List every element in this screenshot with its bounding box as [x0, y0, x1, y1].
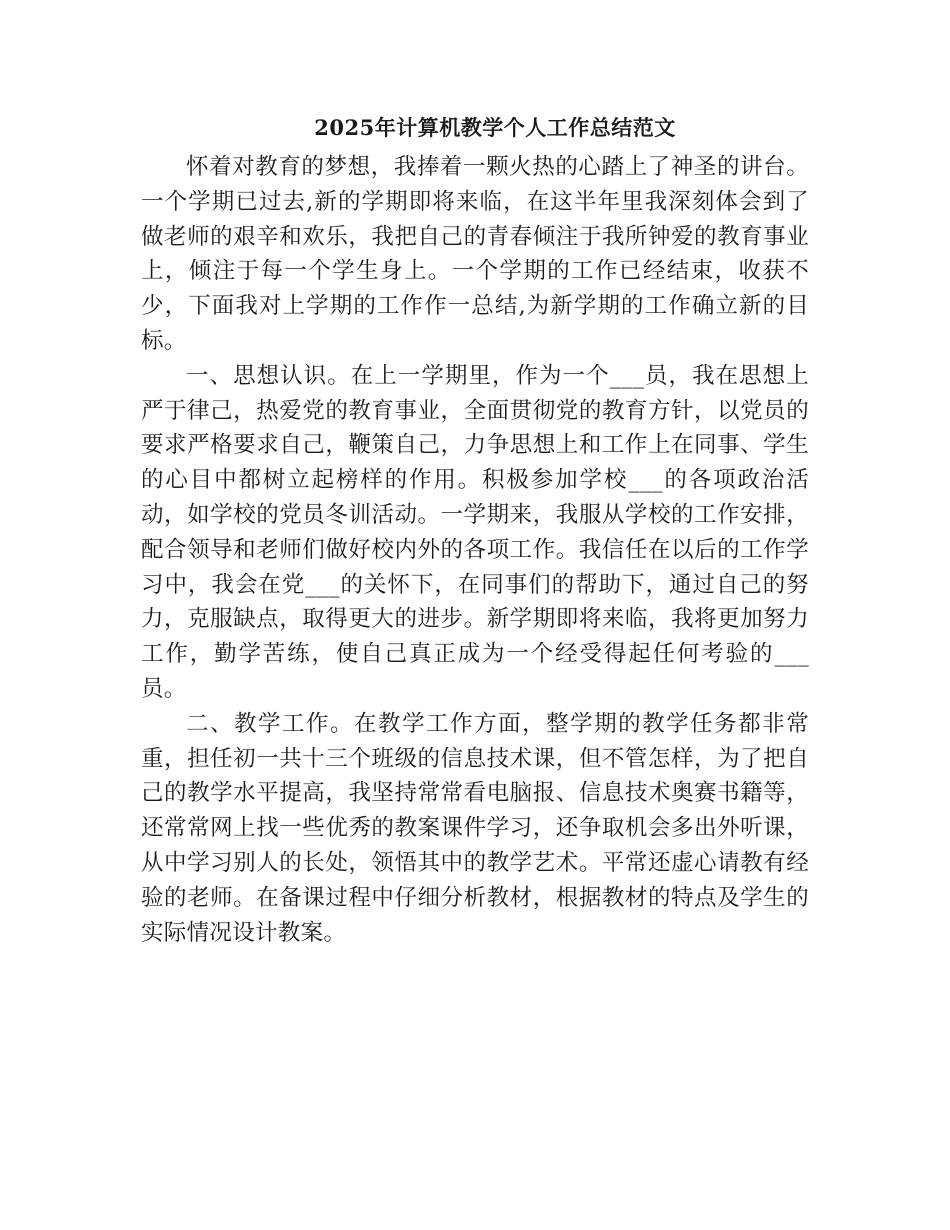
- document-title: 2025年计算机教学个人工作总结范文: [314, 115, 676, 140]
- paragraph-intro: 怀着对教育的梦想，我捧着一颗火热的心踏上了神圣的讲台。一个学期已过去,新的学期即将来临，在这半年里我深刻体会到了做老师的艰辛和欢乐，我把自己的青春倾注于我所钟爱的教育事业上，倾注于每一个学生身上。一个学期的工作已经结束，收获不少，下面我对上学期的工作作一总结,为新学期的工作确立新的目标。: [141, 154, 809, 354]
- paragraph-ideological-understanding: 一、思想认识。在上一学期里，作为一个___员，我在思想上严于律己，热爱党的教育事业，全面贯彻党的教育方针，以党员的要求严格要求自己，鞭策自己，力争思想上和工作上在同事、学生的心目中都树立起榜样的作用。积极参加学校___的各项政治活动，如学校的党员冬训活动。一学期来，我服从学校的工作安排，配合领导和老师们做好校内外的各项工作。我信任在以后的工作学习中，我会在党___的关怀下，在同事们的帮助下，通过自己的努力，克服缺点，取得更大的进步。新学期即将来临，我将更加努力工作，勤学苦练，使自己真正成为一个经受得起任何考验的___员。: [141, 362, 809, 702]
- paragraph-teaching-work: 二、教学工作。在教学工作方面，整学期的教学任务都非常重，担任初一共十三个班级的信息技术课，但不管怎样，为了把自己的教学水平提高，我坚持常常看电脑报、信息技术奥赛书籍等，还常常网上找一些优秀的教案课件学习，还争取机会多出外听课，从中学习别人的长处，领悟其中的教学艺术。平常还虚心请教有经验的老师。在备课过程中仔细分析教材，根据教材的特点及学生的实际情况设计教案。: [141, 710, 809, 946]
- document-body: [141, 150, 809, 950]
